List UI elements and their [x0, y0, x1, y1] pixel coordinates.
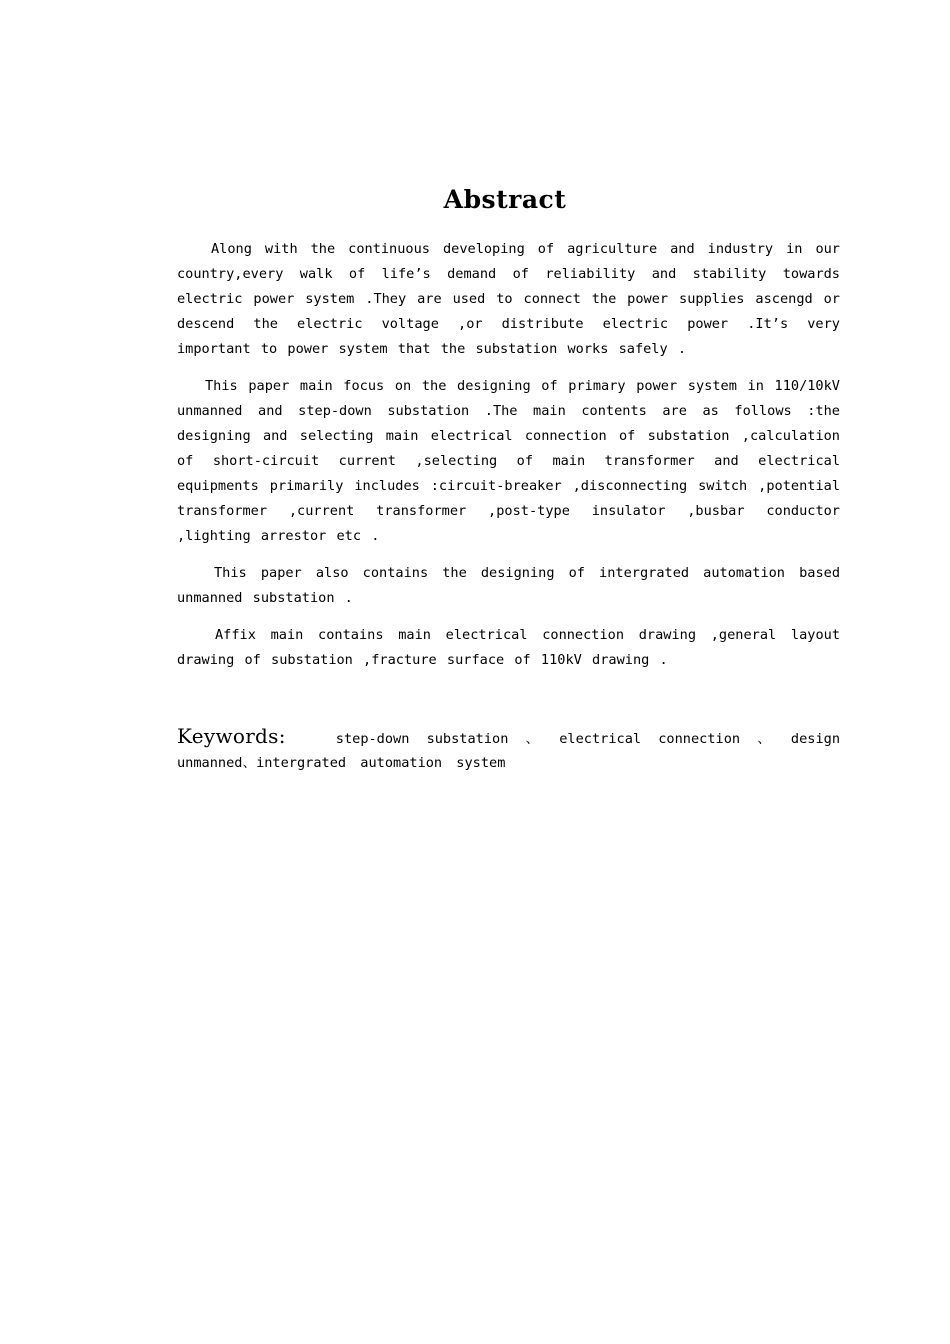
- keywords-text: step-down substation 、 electrical connection 、 design unmanned、intergrated automation system: [177, 731, 840, 771]
- abstract-paragraph: This paper main focus on the designing of primary power system in 110/10kV unmanned and step-down substation .The main contents are as follows :the designing and selecting main electrical connection of substation ,calculation of short-circuit current ,selecting of main transformer and electrical equipments primarily includes :circuit-breaker ,disconnecting switch ,potential transformer ,current transformer ,post-type insulator ,busbar conductor ,lighting arrestor etc .: [177, 378, 840, 544]
- keywords-label: Keywords:: [177, 724, 286, 748]
- abstract-paragraph: Affix main contains main electrical connection drawing ,general layout drawing of substation ,fracture surface of 110kV drawing .: [177, 627, 840, 668]
- abstract-title: Abstract: [443, 185, 567, 214]
- abstract-paragraph: This paper also contains the designing of intergrated automation based unmanned substation .: [177, 565, 840, 606]
- abstract-body: [177, 237, 840, 685]
- keywords-line: [177, 724, 840, 775]
- abstract-paragraph: Along with the continuous developing of agriculture and industry in our country,every walk of life’s demand of reliability and stability towards electric power system .They are used to connect the power supplies ascengd or descend the electric voltage ,or distribute electric power .It’s very important to power system that the substation works safely .: [177, 241, 840, 357]
